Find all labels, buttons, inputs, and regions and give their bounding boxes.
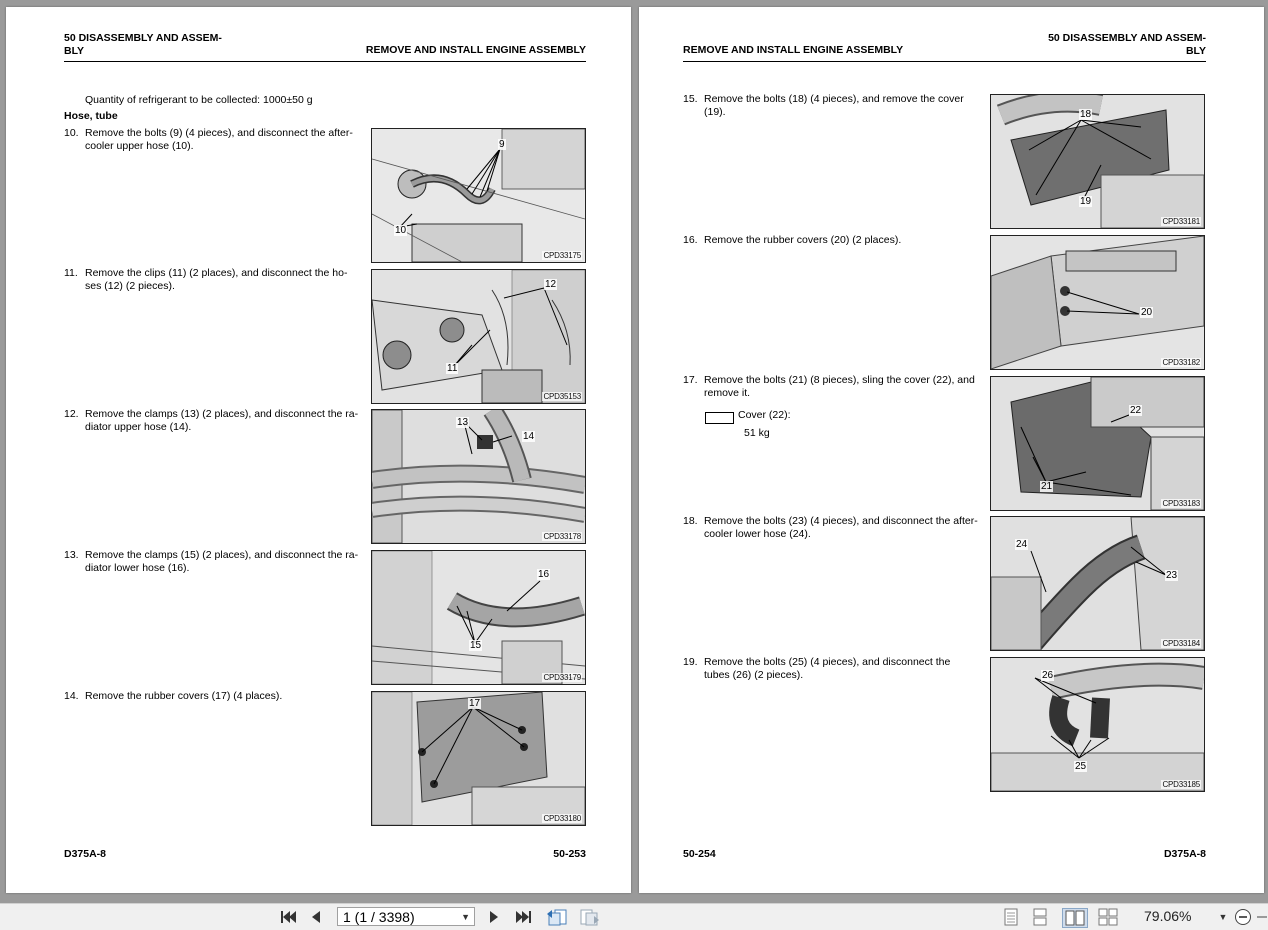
figure-cpd33182	[990, 235, 1205, 370]
figure-code: CPD33185	[1162, 780, 1200, 789]
callout-16: 16	[538, 569, 550, 580]
zoom-level[interactable]: 79.06%	[1144, 908, 1192, 924]
step-number: 11.	[64, 267, 78, 279]
previous-view-icon[interactable]	[545, 908, 569, 926]
step-text-line1: Remove the clamps (13) (2 places), and disconnect the ra-	[85, 408, 359, 420]
step-text-line1: Remove the bolts (9) (4 pieces), and disconnect the after-	[85, 127, 353, 139]
zoom-out-icon[interactable]	[1233, 908, 1253, 926]
step-number: 12.	[64, 408, 79, 420]
header-chapter-line2: BLY	[64, 45, 85, 57]
chevron-down-icon[interactable]: ▼	[461, 912, 470, 922]
step-text-line1: Remove the rubber covers (17) (4 places).	[85, 690, 283, 702]
weight-label: Cover (22):	[738, 409, 791, 421]
footer-page-number: 50-254	[683, 848, 716, 860]
callout-25: 25	[1075, 761, 1087, 772]
header-chapter-line1: 50 DISASSEMBLY AND ASSEM-	[64, 32, 222, 44]
figure-cpd35153	[371, 269, 586, 404]
step-text-line2: tubes (26) (2 pieces).	[704, 669, 804, 681]
header-chapter-line1: 50 DISASSEMBLY AND ASSEM-	[1048, 32, 1206, 44]
figure-code: CPD33179	[543, 673, 581, 682]
callout-22: 22	[1130, 405, 1142, 416]
page-header	[683, 31, 1206, 62]
refrigerant-note: Quantity of refrigerant to be collected: 1000±50 g	[85, 94, 313, 106]
callout-18: 18	[1080, 109, 1092, 120]
side-panel-illustration	[991, 236, 1204, 369]
tube-illustration	[991, 658, 1204, 791]
figure-code: CPD33182	[1162, 358, 1200, 367]
single-page-icon[interactable]	[1002, 908, 1020, 926]
step-text-line2: diator upper hose (14).	[85, 421, 192, 433]
weight-value: 51 kg	[744, 427, 770, 439]
callout-17: 17	[469, 698, 481, 709]
next-page-icon[interactable]	[486, 908, 502, 926]
figure-cpd33178	[371, 409, 586, 544]
callout-21: 21	[1041, 481, 1053, 492]
footer-model: D375A-8	[64, 848, 107, 860]
continuous-facing-icon[interactable]	[1097, 908, 1119, 926]
last-page-icon[interactable]	[513, 908, 535, 926]
step-text-line1: Remove the bolts (21) (8 pieces), sling the cover (22), and	[704, 374, 975, 386]
figure-cpd33180	[371, 691, 586, 826]
first-page-icon[interactable]	[278, 908, 298, 926]
cover-illustration	[991, 95, 1204, 228]
callout-26: 26	[1042, 670, 1054, 681]
callout-10: 10	[395, 225, 407, 236]
step-text-line1: Remove the rubber covers (20) (2 places).	[704, 234, 902, 246]
step-text-line2: diator lower hose (16).	[85, 562, 190, 574]
callout-14: 14	[523, 431, 535, 442]
callout-24: 24	[1016, 539, 1028, 550]
step-number: 19.	[683, 656, 698, 668]
step-text-line1: Remove the bolts (25) (4 pieces), and disconnect the	[704, 656, 951, 668]
page-header	[64, 31, 586, 62]
figure-cpd33175	[371, 128, 586, 263]
figure-cpd33184	[990, 516, 1205, 651]
previous-page-icon[interactable]	[308, 908, 324, 926]
callout-9: 9	[499, 139, 505, 150]
callout-23: 23	[1166, 570, 1178, 581]
zoom-slider-track[interactable]	[1257, 908, 1267, 926]
page-50-253	[6, 7, 631, 893]
figure-code: CPD33180	[543, 814, 581, 823]
rubber-cover-illustration	[372, 692, 585, 825]
callout-11: 11	[447, 363, 458, 374]
step-number: 14.	[64, 690, 79, 702]
page-indicator: 1 (1 / 3398)	[343, 909, 415, 925]
step-number: 10.	[64, 127, 79, 139]
callout-12: 12	[545, 279, 557, 290]
figure-code: CPD33184	[1162, 639, 1200, 648]
hose-illustration	[372, 410, 585, 543]
header-section-title: REMOVE AND INSTALL ENGINE ASSEMBLY	[365, 44, 586, 56]
step-text-line2: cooler upper hose (10).	[85, 140, 194, 152]
facing-pages-icon[interactable]	[1062, 908, 1088, 928]
figure-code: CPD33175	[543, 251, 581, 260]
figure-code: CPD35153	[543, 392, 581, 401]
figure-cpd33183	[990, 376, 1205, 511]
figure-cpd33181	[990, 94, 1205, 229]
callout-19: 19	[1080, 196, 1092, 207]
footer-model: D375A-8	[1163, 848, 1206, 860]
continuous-page-icon[interactable]	[1031, 908, 1049, 926]
step-number: 16.	[683, 234, 698, 246]
figure-code: CPD33178	[543, 532, 581, 541]
page-number-select[interactable]	[337, 907, 475, 926]
step-number: 17.	[683, 374, 698, 386]
step-number: 18.	[683, 515, 698, 527]
header-section-title: REMOVE AND INSTALL ENGINE ASSEMBLY	[683, 44, 904, 56]
engine-illustration	[372, 129, 585, 262]
step-number: 13.	[64, 549, 79, 561]
callout-20: 20	[1141, 307, 1153, 318]
callout-13: 13	[457, 417, 469, 428]
figure-code: CPD33183	[1162, 499, 1200, 508]
header-chapter-line2: BLY	[1185, 45, 1206, 57]
sling-cover-illustration	[991, 377, 1204, 510]
step-text-line2: remove it.	[704, 387, 751, 399]
zoom-dropdown-icon[interactable]: ▼	[1218, 912, 1228, 922]
step-number: 15.	[683, 93, 698, 105]
page-50-254	[639, 7, 1264, 893]
section-heading: Hose, tube	[64, 110, 118, 122]
step-text-line1: Remove the clips (11) (2 places), and disconnect the ho-	[85, 267, 348, 279]
step-text-line1: Remove the bolts (23) (4 pieces), and disconnect the after-	[704, 515, 978, 527]
step-text-line1: Remove the bolts (18) (4 pieces), and remove the cover	[704, 93, 964, 105]
figure-code: CPD33181	[1162, 217, 1200, 226]
step-text-line1: Remove the clamps (15) (2 places), and disconnect the ra-	[85, 549, 359, 561]
step-text-line2: ses (12) (2 pieces).	[85, 280, 175, 292]
step-text-line2: cooler lower hose (24).	[704, 528, 811, 540]
figure-cpd33179	[371, 550, 586, 685]
callout-15: 15	[470, 640, 482, 651]
viewer-toolbar	[0, 903, 1268, 930]
aftercooler-hose-illustration	[991, 517, 1204, 650]
next-view-icon[interactable]	[577, 908, 601, 926]
weight-icon	[705, 412, 734, 424]
figure-cpd33185	[990, 657, 1205, 792]
lower-hose-illustration	[372, 551, 585, 684]
step-text-line2: (19).	[704, 106, 726, 118]
footer-page-number: 50-253	[553, 848, 586, 860]
